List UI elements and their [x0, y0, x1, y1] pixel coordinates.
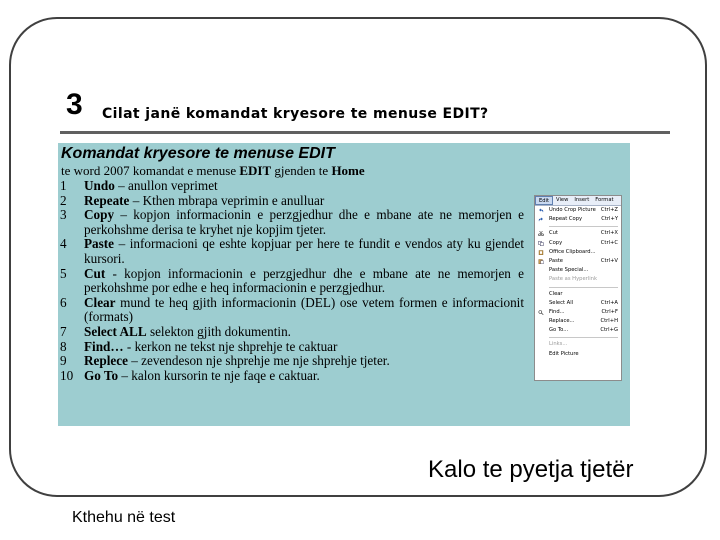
menu-item-shortcut: Ctrl+Z: [600, 207, 618, 213]
menu-item: [535, 317, 621, 326]
list-item: [58, 325, 524, 340]
menu-item-label: Edit Picture: [549, 350, 579, 357]
list-item-text: [84, 267, 524, 296]
intro-bold-edit: EDIT: [239, 163, 272, 178]
list-item-number: 1: [60, 178, 67, 193]
scissors-icon: [538, 231, 544, 236]
menu-item: [535, 290, 621, 299]
menu-item-label: Select All: [549, 299, 574, 306]
command-name: Copy: [84, 207, 115, 223]
menu-items: [535, 206, 621, 359]
menu-separator: [549, 226, 618, 227]
menu-item-label: Paste as Hyperlink: [549, 276, 597, 283]
list-item: [58, 179, 524, 194]
list-item: [58, 194, 524, 209]
list-item-number: 8: [60, 338, 67, 354]
command-description: selekton gjith dokumentin.: [146, 323, 291, 339]
intro-text-mid: gjenden te: [271, 163, 332, 178]
list-item: [58, 237, 524, 266]
menu-item-label: Go To...: [549, 327, 569, 334]
menu-item: [535, 350, 621, 359]
command-list: [58, 179, 524, 383]
menu-item: [535, 206, 621, 215]
menu-item-shortcut: Ctrl+G: [600, 327, 618, 334]
command-name: Select ALL: [84, 323, 147, 339]
menu-item: [535, 257, 621, 266]
list-item: [58, 369, 524, 384]
command-name: Find…: [84, 338, 124, 354]
menu-item-label: Paste: [549, 257, 564, 264]
redo-icon: [538, 217, 544, 222]
menu-item-label: Find...: [549, 308, 565, 315]
menubar-item-edit: Edit: [535, 196, 553, 205]
command-description: – Kthen mbrapa veprimin e anulluar: [129, 192, 325, 208]
menu-item-shortcut: Ctrl+X: [600, 230, 618, 237]
command-name: Paste: [84, 236, 115, 252]
menu-item-shortcut: Ctrl+H: [600, 318, 618, 325]
menu-item-shortcut: Ctrl+C: [600, 239, 618, 246]
menu-item: [535, 326, 621, 335]
menu-item-label: Cut: [549, 230, 558, 237]
slide-number: 3: [66, 88, 83, 121]
list-item: [58, 354, 524, 369]
intro-text: te word 2007 komandat e menuse: [61, 163, 240, 178]
list-item-number: 3: [60, 207, 67, 223]
menu-item-shortcut: Ctrl+Y: [601, 216, 618, 223]
menu-item-label: Links...: [549, 341, 568, 348]
command-description: – anullon veprimet: [114, 178, 218, 193]
next-question-link[interactable]: Kalo te pyetja tjetër: [428, 456, 634, 483]
command-name: Cut: [84, 265, 106, 281]
menu-item-shortcut: Ctrl+V: [600, 257, 618, 264]
list-item: [58, 208, 524, 237]
list-item-text: [84, 237, 524, 266]
list-item-number: 5: [60, 265, 67, 281]
menubar-item-format: Format: [595, 197, 614, 203]
menu-item: [535, 229, 621, 238]
list-item: [58, 296, 524, 325]
menu-item: [535, 248, 621, 257]
menu-bar: [535, 196, 621, 206]
menu-item: [535, 275, 621, 284]
intro-bold-home: Home: [331, 163, 365, 178]
menu-item-shortcut: Ctrl+F: [601, 308, 618, 315]
menu-item: [535, 308, 621, 317]
command-name: Go To: [84, 367, 119, 383]
list-item-number: 9: [60, 353, 67, 369]
content-intro: [61, 163, 365, 179]
menu-item: [535, 340, 621, 349]
menu-separator: [549, 287, 618, 288]
list-item-text: [84, 208, 524, 237]
command-description: – informacioni qe eshte kopjuar per here te fundit e vendos aty ku gjendet kursori.: [84, 236, 524, 266]
command-description: - kerkon ne tekst nje shprehje te caktuar: [123, 338, 338, 354]
list-item-number: 10: [60, 367, 74, 383]
list-item-number: 2: [60, 192, 67, 208]
list-item-number: 7: [60, 323, 67, 339]
list-item-text: [84, 296, 524, 325]
command-description: - kopjon informacionin e perzgjedhur dhe e mbane ate ne memorjen e perkohshme por edhe e heq informacionin e perzgjedhur.: [84, 265, 524, 296]
list-item-text: [84, 179, 524, 194]
menu-item: [535, 215, 621, 224]
list-item-text: [84, 194, 524, 209]
command-description: – zevendeson nje shprehje me nje shprehje tjeter.: [127, 353, 390, 369]
list-item-number: 6: [60, 294, 67, 310]
edit-menu-screenshot: [534, 195, 622, 381]
find-icon: [538, 310, 544, 315]
command-name: Clear: [84, 294, 116, 310]
list-item-text: [84, 369, 524, 384]
menu-item-label: Paste Special...: [549, 267, 589, 274]
clipboard-icon: [538, 250, 544, 255]
menu-item-label: Repeat Copy: [549, 216, 583, 223]
copy-icon: [538, 241, 544, 246]
command-description: – kopjon informacionin e perzgjedhur dhe e mbane ate ne memorjen e perkohshme derisa te kryhet nje kopjim tjeter.: [84, 207, 524, 237]
menu-item: [535, 239, 621, 248]
command-name: Undo: [84, 178, 115, 193]
list-item-number: 4: [60, 236, 67, 252]
content-image: [58, 143, 630, 426]
list-item-text: [84, 354, 524, 369]
slide-question: Cilat janë komandat kryesore te menuse EDIT?: [102, 106, 489, 122]
command-description: – kalon kursorin te nje faqe e caktuar.: [118, 367, 320, 383]
paste-icon: [538, 259, 544, 264]
command-description: mund te heq gjith informacionin (DEL) ose vetem formen e informacionit (formats): [84, 294, 524, 325]
menu-item-label: Copy: [549, 239, 563, 246]
back-to-test-link[interactable]: Kthehu në test: [72, 509, 176, 526]
list-item: [58, 267, 524, 296]
title-divider: [60, 131, 670, 134]
menu-item-shortcut: Ctrl+A: [600, 299, 618, 306]
menu-item-label: Office Clipboard...: [549, 248, 596, 255]
menubar-item-view: View: [556, 197, 569, 203]
menubar-item-insert: Insert: [574, 197, 590, 203]
menu-item-label: Clear: [549, 290, 563, 297]
content-heading: Komandat kryesore te menuse EDIT: [61, 145, 335, 162]
list-item-text: [84, 325, 524, 340]
menu-item: [535, 299, 621, 308]
menu-item-label: Undo Crop Picture: [549, 207, 596, 213]
command-name: Repeate: [84, 192, 130, 208]
undo-icon: [538, 208, 544, 213]
list-item: [58, 340, 524, 355]
menu-item: [535, 266, 621, 275]
menu-separator: [549, 337, 618, 338]
menu-item-label: Replace...: [549, 318, 575, 325]
list-item-text: [84, 340, 524, 355]
command-name: Replece: [84, 353, 128, 369]
